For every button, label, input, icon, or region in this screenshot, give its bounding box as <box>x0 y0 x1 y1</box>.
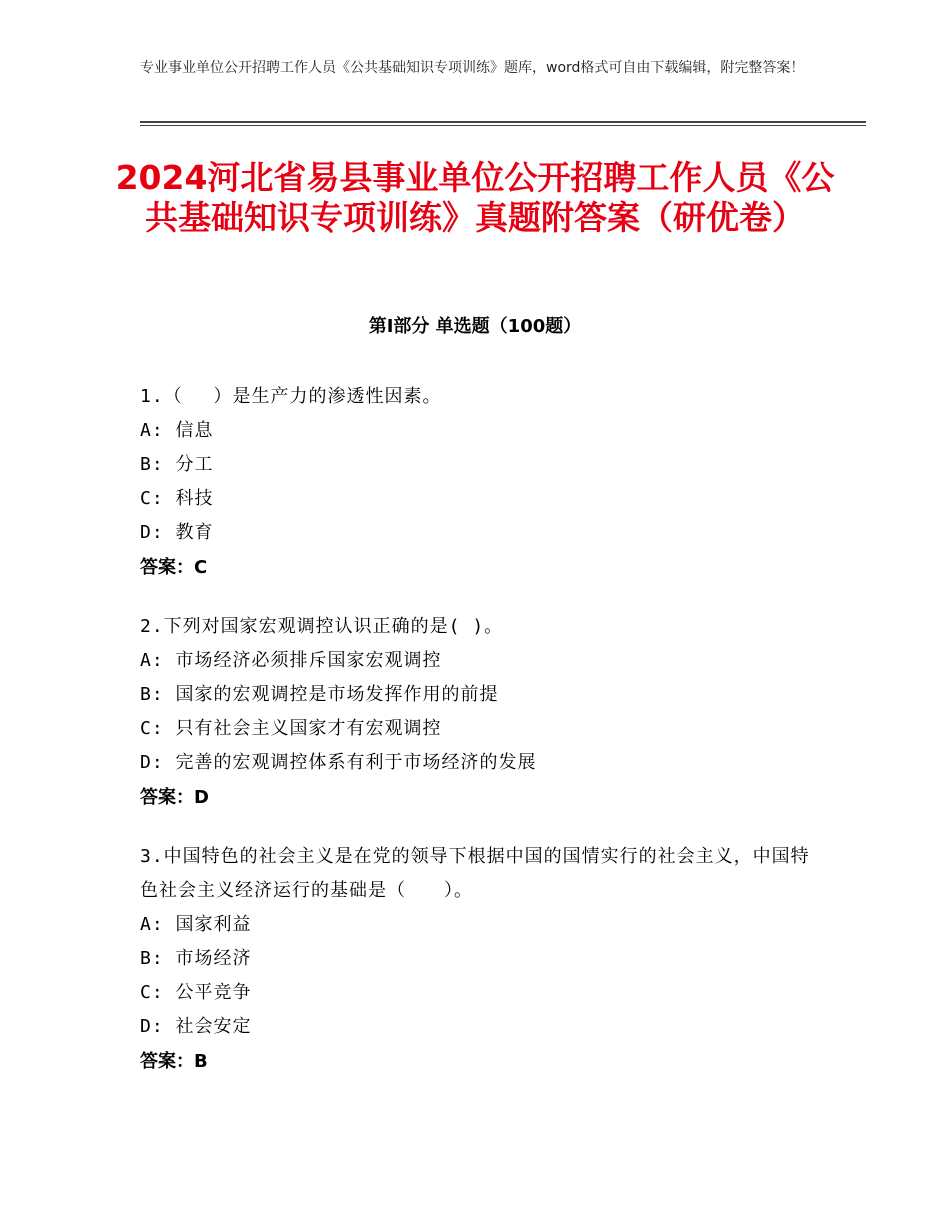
question-answer: 答案：C <box>140 557 208 578</box>
question-2 <box>140 610 820 816</box>
question-answer: 答案：D <box>140 787 209 808</box>
document-title: 2024河北省易县事业单位公开招聘工作人员《公共基础知识专项训练》真题附答案（研优卷） <box>115 158 835 237</box>
question-stem: 2.下列对国家宏观调控认识正确的是( )。 <box>140 616 504 637</box>
option-a: A: 国家利益 <box>140 914 252 935</box>
option-d: D: 完善的宏观调控体系有利于市场经济的发展 <box>140 752 537 773</box>
question-stem: 1.（ ）是生产力的渗透性因素。 <box>140 386 442 407</box>
option-c: C: 公平竞争 <box>140 982 252 1003</box>
option-c: C: 只有社会主义国家才有宏观调控 <box>140 718 442 739</box>
option-b: B: 市场经济 <box>140 948 252 969</box>
option-b: B: 分工 <box>140 454 214 475</box>
question-answer: 答案：B <box>140 1051 208 1072</box>
section-heading: 第Ⅰ部分 单选题（100题） <box>368 316 582 337</box>
question-list <box>140 380 820 1104</box>
option-d: D: 社会安定 <box>140 1016 252 1037</box>
option-b: B: 国家的宏观调控是市场发挥作用的前提 <box>140 684 499 705</box>
header-note: 专业事业单位公开招聘工作人员《公共基础知识专项训练》题库，word格式可自由下载编辑，附完整答案！ <box>140 60 805 76</box>
option-a: A: 市场经济必须排斥国家宏观调控 <box>140 650 442 671</box>
option-d: D: 教育 <box>140 522 214 543</box>
question-stem: 3.中国特色的社会主义是在党的领导下根据中国的国情实行的社会主义，中国特色社会主义经济运行的基础是（ ）。 <box>140 846 810 901</box>
question-3 <box>140 840 820 1080</box>
header-divider <box>140 121 866 126</box>
option-c: C: 科技 <box>140 488 214 509</box>
question-1 <box>140 380 820 586</box>
option-a: A: 信息 <box>140 420 214 441</box>
